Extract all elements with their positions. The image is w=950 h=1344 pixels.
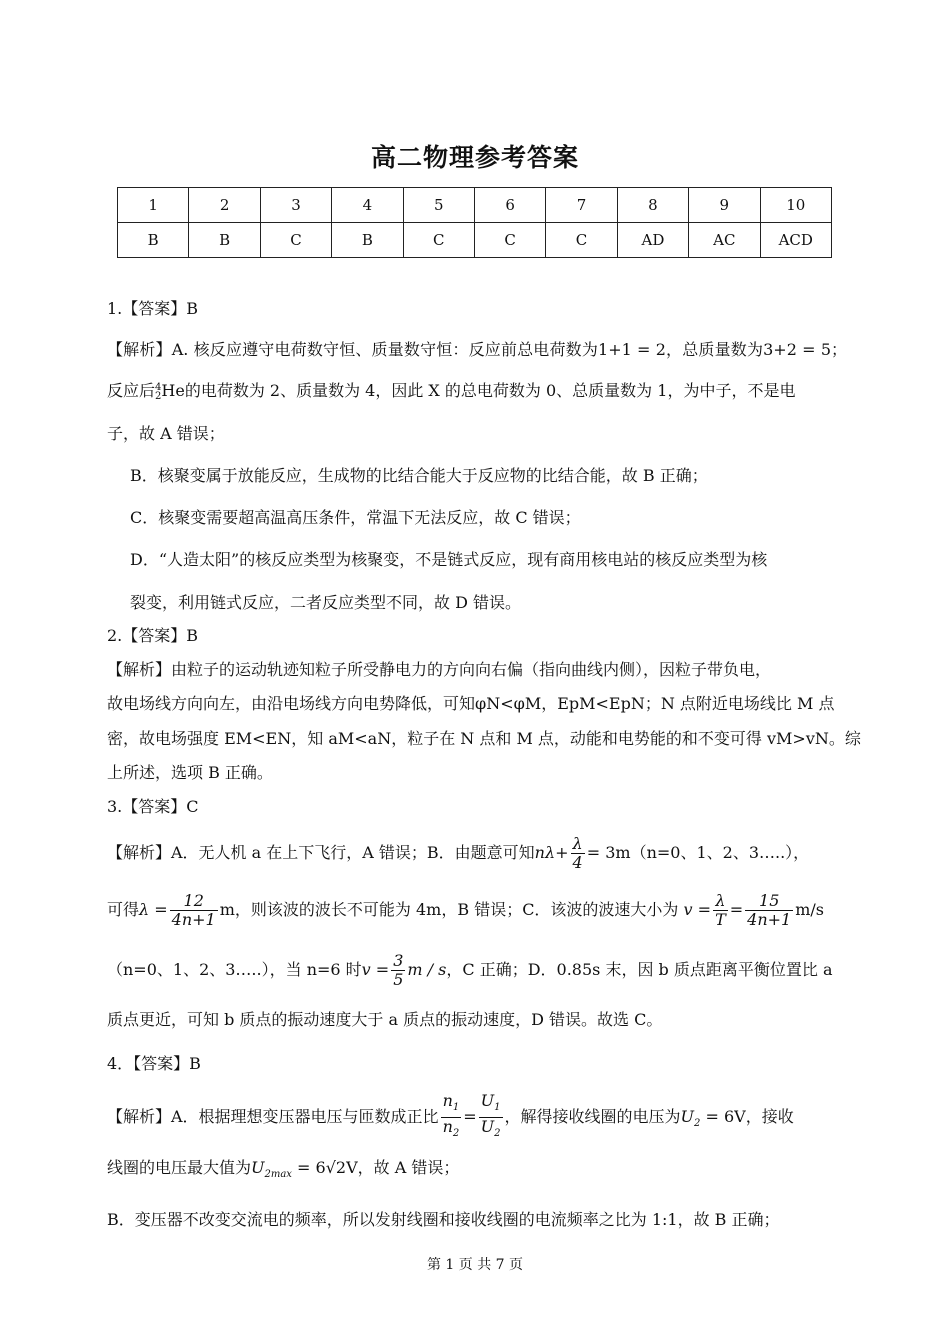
fraction — [441, 1092, 462, 1143]
table-cell: 6 — [474, 188, 545, 223]
page-title: 高二物理参考答案 — [370, 143, 579, 172]
numerator: $U_1$ — [479, 1092, 503, 1118]
table-cell: 1 — [118, 188, 189, 223]
formula-var: $U_{2max}$ — [251, 1158, 292, 1181]
page-footer: 第 1 页 共 7 页 — [426, 1257, 524, 1273]
table-cell: 10 — [760, 188, 831, 223]
q4-line: 【解析】A．根据理想变压器电压与匝数成正比 $\frac{n_1}{n_2}$ = $\frac{U_1}{U_2}$ ，解得接收线圈的电压为$U_2 = 6V$，接收 — [107, 1092, 847, 1144]
q1-line: 【解析】A. 核反应遵守电荷数守恒、质量数守恒：反应前总电荷数为1+1 = 2，总质量数为3+2 = 5； — [107, 340, 847, 359]
q2-line: 【解析】由粒子的运动轨迹知粒子所受静电力的方向向右偏（指向曲线内侧），因粒子带负电， — [107, 660, 772, 679]
mass-number: 4 — [155, 381, 162, 393]
denominator: 4n+1 — [171, 910, 216, 929]
table-cell: 7 — [546, 188, 617, 223]
q1-option-d: D．“人造太阳”的核反应类型为核聚变，不是链式反应，现有商用核电站的核反应类型为核 — [130, 550, 768, 569]
q1-option-b: B．核聚变属于放能反应，生成物的比结合能大于反应物的比结合能，故 B 正确； — [130, 466, 708, 485]
fraction — [745, 892, 793, 929]
text-segment: 【解析】A．根据理想变压器电压与匝数成正比 — [107, 1107, 439, 1127]
text-segment: 反应后 — [107, 381, 156, 400]
table-cell: C — [546, 223, 617, 258]
text-segment: ，接收 — [745, 1107, 794, 1127]
fraction — [170, 892, 218, 929]
q1-option-d-cont: 裂变，利用链式反应，二者反应类型不同，故 D 错误。 — [130, 593, 522, 612]
table-cell: 4 — [332, 188, 403, 223]
formula-value: = 6√2V — [297, 1158, 358, 1177]
unit: m / s — [407, 960, 447, 979]
answer-table — [117, 187, 832, 258]
q2-heading: 2.【答案】B — [107, 626, 199, 645]
q1-heading: 1.【答案】B — [107, 299, 199, 318]
q3-line: 质点更近，可知 b 质点的振动速度大于 a 质点的振动速度，D 错误。故选 C。 — [107, 1010, 663, 1029]
charge-number: 2 — [155, 390, 162, 402]
answer-table-answer-row — [118, 223, 832, 258]
q2-line: 故电场线方向向左，由沿电场线方向电势降低，可知φN<φM，EpM<EpN；N 点附近电场线比 M 点 — [107, 694, 835, 713]
text-segment: 线圈的电压最大值为 — [107, 1158, 252, 1177]
table-cell: 8 — [617, 188, 688, 223]
text-segment: 可得 — [107, 900, 140, 919]
q3-line: 可得λ = $\frac{12}{4n+1}$ m，则该波的波长不可能为 4m，B 错误；C．该波的波速大小为 v = $\frac{\lambda}{T}$ = $\frac{15}{4n+1}$ m/s — [107, 891, 825, 929]
formula-var: nλ — [534, 843, 556, 862]
q2-line: 上所述，选项 B 正确。 — [107, 763, 273, 782]
q1-line — [107, 381, 847, 401]
q3-line: 【解析】A．无人机 a 在上下飞行，A 错误；B．由题意可知nλ+ $\frac{\lambda}{4}$ = 3m（n=0、1、2、3…..）， — [107, 834, 810, 872]
text-segment: ，故 A 错误； — [357, 1158, 460, 1177]
answer-table-number-row — [118, 188, 832, 223]
formula-var: $U_2$ — [680, 1107, 701, 1130]
numerator: 12 — [170, 892, 218, 911]
table-cell: AC — [689, 223, 760, 258]
q2-line: 密，故电场强度 EM<EN，知 aM<aN，粒子在 N 点和 M 点，动能和电势能的和不变可得 vM>vN。综 — [107, 729, 861, 748]
text-segment: 的电荷数为 2、质量数为 4，因此 X 的总电荷数为 0、总质量数为 1，为中子，不是电 — [184, 381, 796, 400]
fraction — [713, 892, 728, 929]
denominator: 4n+1 — [747, 910, 792, 929]
text-segment: 【解析】A．无人机 a 在上下飞行，A 错误；B．由题意可知 — [107, 843, 535, 862]
numerator: 3 — [393, 951, 404, 970]
fraction — [391, 952, 405, 989]
text-segment: （n=0、1、2、3…..），当 n=6 时 — [107, 960, 362, 979]
text-segment: m/s — [795, 900, 825, 919]
table-cell: 3 — [260, 188, 331, 223]
table-cell: 9 — [689, 188, 760, 223]
q4-heading: 4．【答案】B — [107, 1054, 201, 1073]
q4-line — [107, 1158, 847, 1185]
table-cell: AD — [617, 223, 688, 258]
q3-line: （n=0、1、2、3…..），当 n=6 时v = $\frac{3}{5}$ m / s，C 正确；D．0.85s 末，因 b 质点距离平衡位置比 a — [107, 951, 833, 989]
table-cell: B — [118, 223, 189, 258]
text-segment: ，解得接收线圈的电压为 — [504, 1107, 681, 1127]
table-cell: C — [260, 223, 331, 258]
numerator: $n_1$ — [441, 1092, 462, 1118]
denominator: $U_2$ — [480, 1117, 501, 1140]
element-symbol: He — [161, 381, 185, 400]
formula-var: v — [361, 960, 371, 979]
text-segment: m，则该波的波长不可能为 4m，B 错误；C．该波的波速大小为 — [219, 900, 679, 919]
table-cell: 5 — [403, 188, 474, 223]
text-segment: ，C 正确；D．0.85s 末，因 b 质点距离平衡位置比 a — [446, 960, 833, 979]
formula-var: λ — [139, 900, 150, 919]
table-cell: B — [189, 223, 260, 258]
table-cell: B — [332, 223, 403, 258]
table-cell: C — [403, 223, 474, 258]
q1-line: 子，故 A 错误； — [107, 424, 225, 443]
formula-var: v — [683, 900, 693, 919]
q4-option-b: B．变压器不改变交流电的频率，所以发射线圈和接收线圈的电流频率之比为 1:1，故 B 正确； — [107, 1210, 780, 1229]
numerator: λ — [713, 892, 728, 911]
numerator: λ — [571, 835, 585, 854]
formula-value: = 6V — [705, 1107, 746, 1127]
table-cell: C — [474, 223, 545, 258]
table-cell: 2 — [189, 188, 260, 223]
text-segment: = 3m（n=0、1、2、3…..）， — [586, 843, 810, 862]
denominator: $n_2$ — [442, 1117, 460, 1140]
q3-heading: 3.【答案】C — [107, 797, 199, 816]
q1-option-c: C．核聚变需要超高温高压条件，常温下无法反应，故 C 错误； — [130, 508, 581, 527]
table-cell: ACD — [760, 223, 831, 258]
numerator: 15 — [745, 892, 793, 911]
denominator: 5 — [393, 970, 404, 989]
fraction — [571, 835, 585, 872]
fraction — [479, 1092, 503, 1143]
denominator: T — [715, 910, 726, 929]
denominator: 4 — [572, 853, 583, 872]
